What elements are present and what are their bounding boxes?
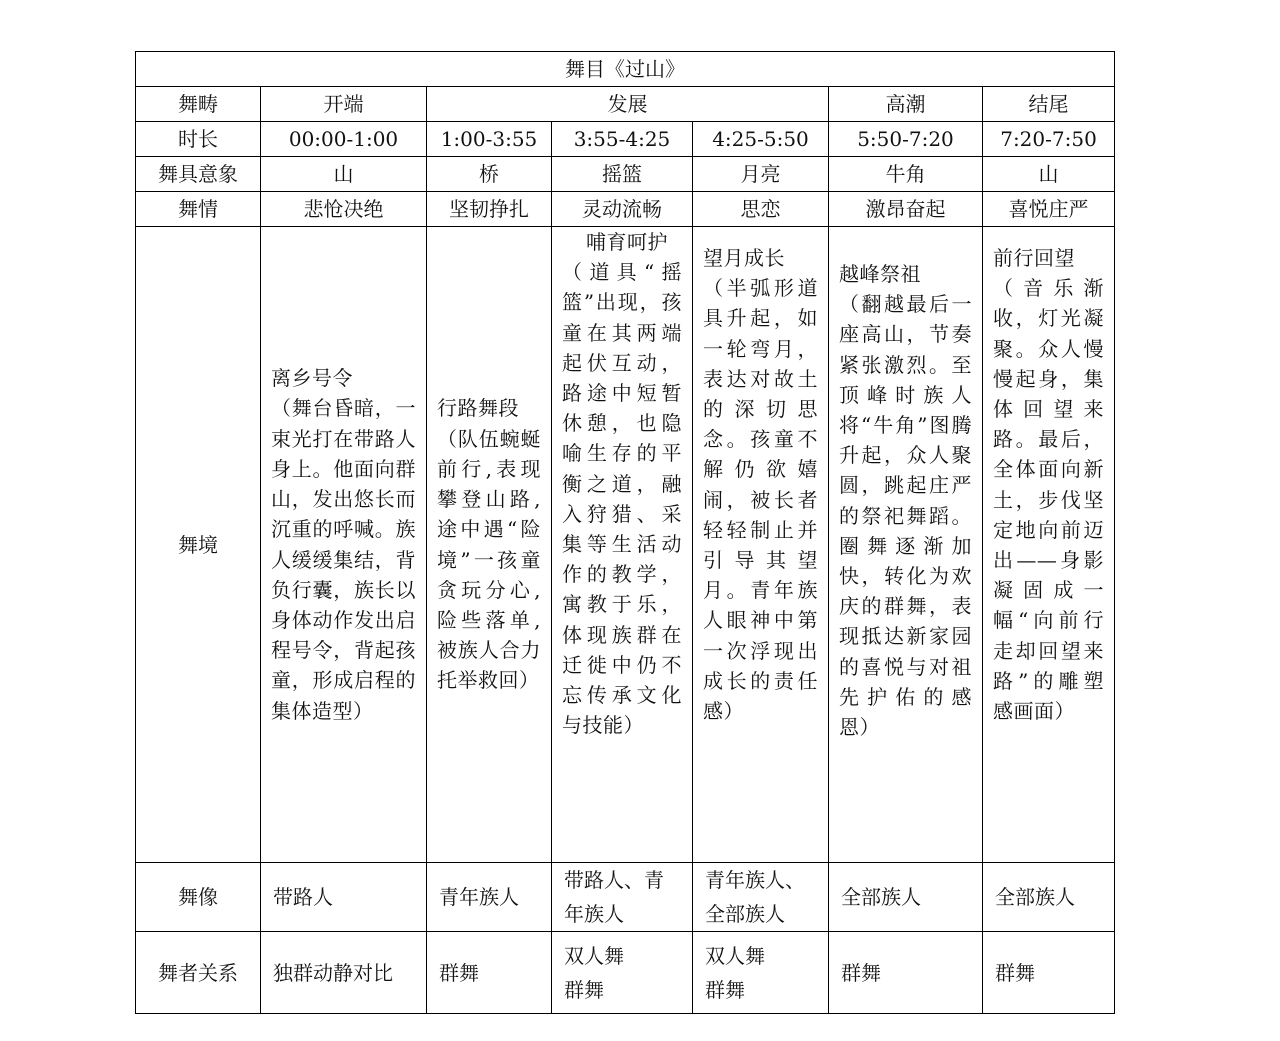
relation-cell [983, 932, 1115, 1014]
row-label-scene: 舞境 [136, 227, 261, 863]
prop-cell: 牛角 [829, 157, 983, 192]
prop-cell: 月亮 [693, 157, 829, 192]
relation-line: 群舞 [439, 960, 479, 985]
row-label-emotion: 舞情 [136, 192, 261, 227]
prop-cell: 山 [983, 157, 1115, 192]
duration-cell: 00:00-1:00 [261, 122, 427, 157]
relation-cell [829, 932, 983, 1014]
relation-line: 独群动静对比 [273, 960, 393, 985]
relation-line: 双人舞 [705, 943, 765, 968]
row-label-duration: 时长 [136, 122, 261, 157]
scene-heading: 哺育呵护 [586, 230, 668, 254]
relation-line: 群舞 [995, 960, 1035, 985]
figure-cell: 带路人、青年族人 [552, 863, 693, 932]
duration-cell: 7:20-7:50 [983, 122, 1115, 157]
scene-cell [693, 227, 829, 863]
prop-cell: 摇篮 [552, 157, 693, 192]
relation-line: 双人舞 [564, 943, 624, 968]
scene-row [136, 227, 1115, 863]
prop-row [136, 157, 1115, 192]
scene-heading: 行路舞段 [437, 396, 519, 421]
duration-cell: 3:55-4:25 [552, 122, 693, 157]
duration-cell: 4:25-5:50 [693, 122, 829, 157]
row-label-prop: 舞具意象 [136, 157, 261, 192]
scene-text: （舞台昏暗，一束光打在带路人身上。他面向群山，发出悠长而沉重的呼喊。族人缓缓集结，背负行囊，族长以身体动作发出启程号令，背起孩童，形成启程的集体造型） [271, 396, 416, 723]
relation-row [136, 932, 1115, 1014]
scene-cell [983, 227, 1115, 863]
stage-ending: 结尾 [983, 87, 1115, 122]
scene-cell [427, 227, 552, 863]
scene-cell [552, 227, 693, 863]
scene-heading: 离乡号令 [271, 366, 353, 391]
relation-cell [261, 932, 427, 1014]
emotion-cell: 激昂奋起 [829, 192, 983, 227]
relation-line: 群舞 [564, 977, 604, 1002]
scene-heading: 越峰祭祖 [839, 262, 921, 286]
relation-cell [693, 932, 829, 1014]
duration-cell: 1:00-3:55 [427, 122, 552, 157]
stage-opening: 开端 [261, 87, 427, 122]
emotion-cell: 悲怆决绝 [261, 192, 427, 227]
relation-line: 群舞 [841, 960, 881, 985]
scene-cell [829, 227, 983, 863]
figure-row [136, 863, 1115, 932]
prop-cell: 山 [261, 157, 427, 192]
figure-cell: 全部族人 [829, 863, 983, 932]
duration-row [136, 122, 1115, 157]
figure-cell: 带路人 [261, 863, 427, 932]
table-title: 舞目《过山》 [136, 52, 1115, 87]
title-row [136, 52, 1115, 87]
emotion-cell: 灵动流畅 [552, 192, 693, 227]
scene-cell [261, 227, 427, 863]
stage-row [136, 87, 1115, 122]
scene-text: （音乐渐收，灯光凝聚。众人慢慢起身，集体回望来路。最后，全体面向新土，步伐坚定地向前迈出——身影凝固成一幅“向前行走却回望来路”的雕塑感画面） [993, 276, 1105, 724]
duration-cell: 5:50-7:20 [829, 122, 983, 157]
emotion-row [136, 192, 1115, 227]
scene-text: （道具“摇篮”出现，孩童在其两端起伏互动，路途中短暂休憩，也隐喻生存的平衡之道，融入狩猎、采集等生活动作的教学，寓教于乐，体现族群在迁徙中仍不忘传承文化与技能） [562, 260, 682, 738]
emotion-cell: 喜悦庄严 [983, 192, 1115, 227]
scene-text: （半弧形道具升起，如一轮弯月，表达对故土的深切思念。孩童不解仍欲嬉闹，被长者轻轻制止并引导其望月。青年族人眼神中第一次浮现出成长的责任感） [703, 276, 818, 724]
figure-cell: 全部族人 [983, 863, 1115, 932]
figure-cell: 青年族人、全部族人 [693, 863, 829, 932]
row-label-relation: 舞者关系 [136, 932, 261, 1014]
emotion-cell: 坚韧挣扎 [427, 192, 552, 227]
relation-cell [427, 932, 552, 1014]
relation-line: 群舞 [705, 977, 745, 1002]
scene-text: （队伍蜿蜒前行,表现攀登山路,途中遇“险境”一孩童贪玩分心,险些落单,被族人合力托举救回） [437, 426, 541, 693]
relation-cell [552, 932, 693, 1014]
dance-table [135, 51, 1115, 1014]
prop-cell: 桥 [427, 157, 552, 192]
scene-text: （翻越最后一座高山，节奏紧张激烈。至顶峰时族人将“牛角”图腾升起，众人聚圆，跳起庄严的祭祀舞蹈。圈舞逐渐加快，转化为欢庆的群舞，表现抵达新家园的喜悦与对祖先护佑的感恩） [839, 292, 972, 740]
figure-cell: 青年族人 [427, 863, 552, 932]
emotion-cell: 思恋 [693, 192, 829, 227]
scene-heading: 望月成长 [703, 246, 785, 270]
stage-climax: 高潮 [829, 87, 983, 122]
stage-development: 发展 [427, 87, 829, 122]
row-label-stage: 舞畴 [136, 87, 261, 122]
scene-heading: 前行回望 [993, 246, 1075, 270]
row-label-figure: 舞像 [136, 863, 261, 932]
